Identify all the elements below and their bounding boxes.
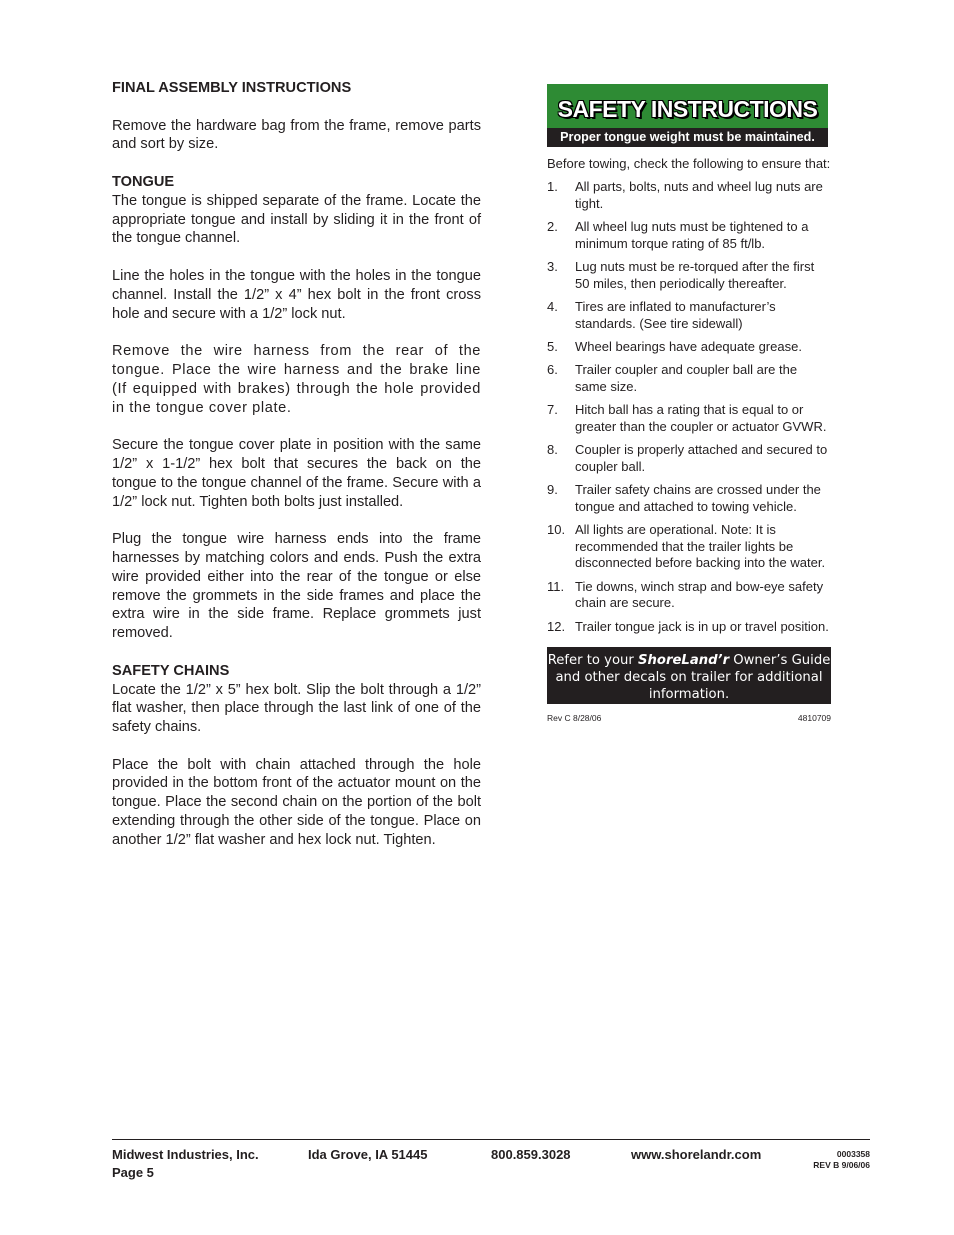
checklist-item-text: Tie downs, winch strap and bow-eye safety chain are secure.: [575, 578, 824, 611]
checklist-item-number: 8.: [547, 441, 558, 457]
safety-instructions-decal: [547, 84, 831, 723]
checklist-item: [547, 179, 831, 213]
checklist-item-text: Tires are inflated to manufacturer’s standards. (See tire sidewall): [575, 298, 776, 331]
checklist-item-text: Trailer coupler and coupler ball are the same size.: [575, 361, 798, 394]
tongue-paragraph-3: Remove the wire harness from the rear of the tongue. Place the wire harness and the brake line (If equipped with brakes) through the hole provided in the tongue cover plate.: [112, 343, 481, 416]
checklist-item: [547, 522, 831, 572]
refer-owners-guide-box: [547, 647, 831, 704]
checklist-item-number: 2.: [547, 218, 558, 234]
tongue-heading: TONGUE: [112, 173, 175, 190]
tongue-paragraph-5: Plug the tongue wire harness ends into the frame harnesses by matching colors and ends. Push the extra wire provided either into the rear of the tongue or else remove the grommets in the side frames and place the extra wire in the side frame. Replace grommets just removed.: [112, 531, 481, 642]
footer-website[interactable]: www.shorelandr.com: [631, 1147, 762, 1162]
checklist-item-number: 4.: [547, 298, 558, 314]
checklist-item-text: All parts, bolts, nuts and wheel lug nuts are tight.: [575, 178, 823, 211]
checklist-item-text: Wheel bearings have adequate grease.: [575, 338, 802, 354]
towing-intro: Before towing, check the following to ensure that:: [547, 156, 831, 171]
checklist-item: [547, 579, 831, 613]
tongue-paragraph-1: The tongue is shipped separate of the frame. Locate the appropriate tongue and install by sliding it in the front of the tongue channel.: [112, 192, 481, 247]
checklist-item: [547, 402, 831, 436]
checklist-item-number: 12.: [547, 618, 566, 634]
decal-part-number: 4810709: [797, 713, 831, 724]
footer-location: Ida Grove, IA 51445: [308, 1147, 428, 1162]
checklist-item-number: 7.: [547, 401, 558, 417]
final-assembly-heading: FINAL ASSEMBLY INSTRUCTIONS: [112, 80, 352, 96]
remove-hardware-paragraph: Remove the hardware bag from the frame, remove parts and sort by size.: [112, 117, 481, 153]
footer-doc-id: [813, 1149, 870, 1170]
checklist-item-number: 9.: [547, 481, 558, 497]
checklist-item: [547, 442, 831, 476]
checklist-item: [547, 619, 831, 636]
safety-chains-paragraph-2: Place the bolt with chain attached through the hole provided in the bottom front of the actuator mount on the tongue. Place the second chain on the portion of the bolt extending through the other side of the tongue. Place on another 1/2” flat washer and hex lock nut. Tighten.: [112, 756, 481, 848]
checklist-item-number: 10.: [547, 521, 566, 537]
footer-doc-number: 0003358: [836, 1149, 870, 1159]
checklist-item-text: All wheel lug nuts must be tightened to a minimum torque rating of 85 ft/lb.: [575, 218, 809, 251]
checklist-item-text: Trailer tongue jack is in up or travel position.: [575, 618, 829, 634]
checklist-item: [547, 259, 831, 293]
checklist-item: [547, 362, 831, 396]
shorelandr-brand: ShoreLand’r: [638, 653, 730, 669]
safety-title: SAFETY INSTRUCTIONS: [557, 96, 818, 122]
checklist-item-number: 5.: [547, 338, 558, 354]
decal-revision-row: [547, 713, 831, 723]
decal-revision: Rev C 8/28/06: [547, 713, 602, 724]
footer-divider: [112, 1139, 870, 1140]
footer-company: Midwest Industries, Inc.: [112, 1147, 259, 1162]
footer-phone: 800.859.3028: [491, 1147, 571, 1162]
footer-page-number: Page 5: [112, 1165, 154, 1180]
tongue-paragraph-4: Secure the tongue cover plate in position with the same 1/2” x 1-1/2” hex bolt that secures the back on the tongue to the tongue channel of the frame. Secure with a 1/2” lock nut. Tighten both bolts just installed.: [112, 437, 481, 510]
checklist-item-number: 1.: [547, 178, 558, 194]
checklist-item-text: Hitch ball has a rating that is equal to or greater than the coupler or actuator GVWR.: [575, 401, 827, 434]
checklist-item-number: 11.: [547, 578, 565, 594]
checklist-item-text: Lug nuts must be re-torqued after the first 50 miles, then periodically thereafter.: [575, 258, 815, 291]
tongue-paragraph-2: Line the holes in the tongue with the holes in the tongue channel. Install the 1/2” x 4” hex bolt in the front cross hole and secure with a 1/2” lock nut.: [112, 267, 481, 322]
checklist-item: [547, 339, 831, 356]
checklist-item-number: 6.: [547, 361, 558, 377]
safety-header: [547, 84, 828, 147]
checklist-item-text: All lights are operational. Note: It is recommended that the trailer lights be disconnected before backing into the water.: [575, 521, 826, 571]
checklist-item-number: 3.: [547, 258, 558, 274]
safety-chains-heading: SAFETY CHAINS: [112, 662, 230, 679]
checklist-item: [547, 219, 831, 253]
refer-text-pre: Refer to your: [547, 653, 639, 669]
footer-doc-revision: REV B 9/06/06: [813, 1159, 870, 1170]
towing-checklist: [547, 179, 831, 636]
checklist-item: [547, 482, 831, 516]
checklist-item: [547, 299, 831, 333]
tongue-weight-banner: Proper tongue weight must be maintained.: [547, 128, 828, 147]
assembly-instructions: [112, 79, 481, 850]
checklist-item-text: Trailer safety chains are crossed under the tongue and attached to towing vehicle.: [575, 481, 821, 514]
safety-chains-paragraph-1: Locate the 1/2” x 5” hex bolt. Slip the bolt through a 1/2” flat washer, then place through the last link of one of the safety chains.: [112, 681, 481, 736]
refer-text-post: Owner’s Guide and other decals on trailer for additional information.: [555, 653, 831, 703]
checklist-item-text: Coupler is properly attached and secured to coupler ball.: [575, 441, 828, 474]
